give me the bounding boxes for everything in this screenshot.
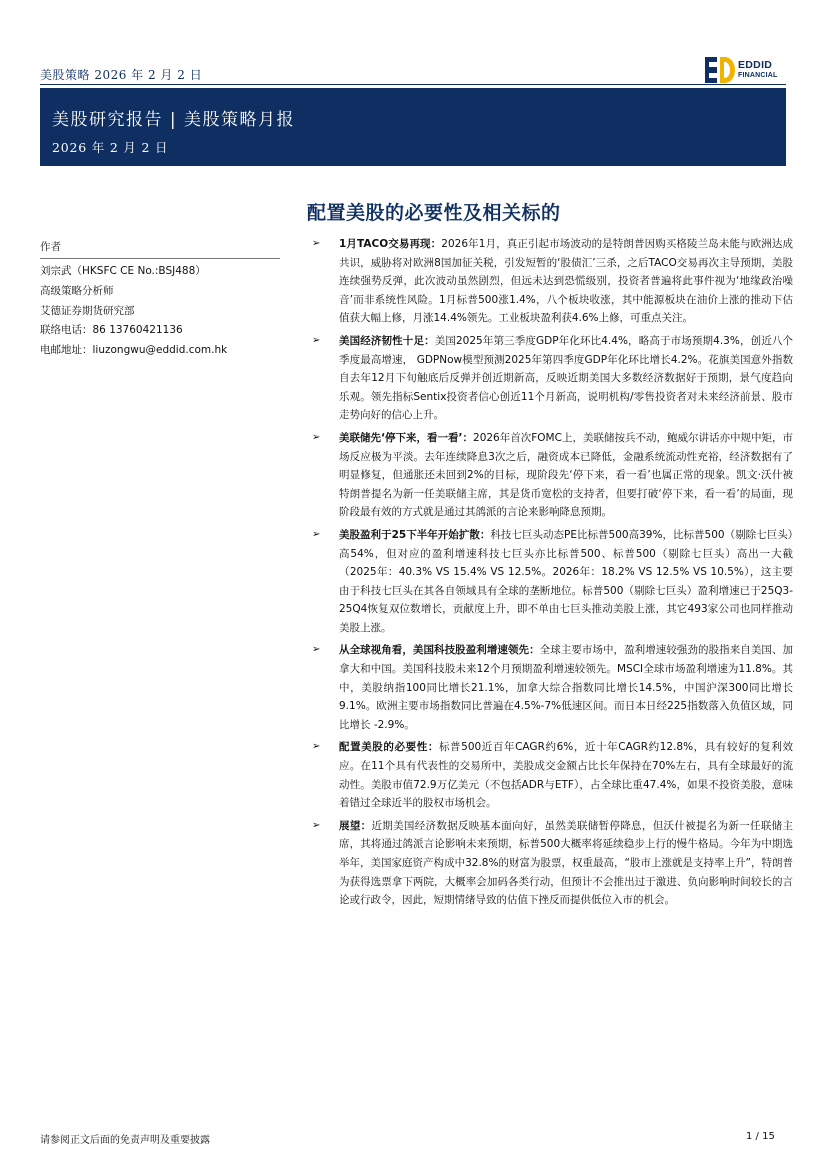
bullet-head: 展望：	[339, 819, 372, 832]
summary-bullets	[309, 235, 793, 914]
bullet-head: 1月TACO交易再现：	[339, 238, 442, 250]
bullet-text: 标普500近百年CAGR约6%，近十年CAGR约12.8%，具有较好的复利效应。在11个具有代表性的交易所中，美股成交金额占比长年保持在70%左右，具有全球最好的流动性。美股市值72.9万亿美元（不包括ADR与ETF），占全球比重47.4%，如果不投资美股，意味着错过全球近半的股权市场机会。	[339, 741, 794, 810]
bullet-item	[309, 332, 793, 425]
eddid-logo-mark-icon	[705, 57, 735, 83]
banner-date: 2026 年 2 月 2 日	[52, 140, 169, 155]
footer-disclaimer: 请参阅正文后面的免责声明及重要披露	[40, 1135, 210, 1146]
bullet-text: 近期美国经济数据反映基本面向好，虽然美联储暂停降息，但沃什被提名为新一任联储主席，其将通过鸽派言论影响未来预期，标普500大概率将延续稳步上行的慢牛格局。今年为中期选举年，美国家庭资产构成中32.8%的财富为股票，权重最高，“股市上涨就是支持率上升”，特朗普为获得选票拿下两院，大概率会加码各类行动，但预计不会推出过于激进、负向影响时间较长的言论或行政令，因此，短期情绪导致的估值下挫反而提供低位入市的机会。	[339, 819, 794, 907]
author-phone: 联络电话：86 13760421136	[40, 324, 183, 337]
arrow-bullet-icon: ➢	[312, 644, 321, 656]
bullet-head: 从全球视角看，美国科技股盈利增速领先：	[339, 644, 540, 657]
logo-line2: FINANCIAL	[738, 72, 778, 79]
report-banner	[40, 88, 786, 166]
banner-title: 美股研究报告 | 美股策略月报	[52, 110, 296, 130]
author-position: 高级策略分析师	[40, 284, 114, 297]
arrow-bullet-icon: ➢	[312, 741, 321, 753]
page-title: 配置美股的必要性及相关标的	[307, 202, 561, 224]
arrow-bullet-icon: ➢	[312, 528, 321, 540]
bullet-text: 2026年首次FOMC上，美联储按兵不动，鲍威尔讲话亦中规中矩，市场反应极为平淡。去年连续降息3次之后，融资成本已降低，金融系统流动性充裕，经济数据有了明显修复，但通胀还未回到2%的目标，现阶段先‘停下来，看一看’也属正常的现象。凯文·沃什被特朗普提名为新一任美联储主席，其是货币宽松的支持者，但要打破‘停下来，看一看’的局面，现阶段最有效的方式就是通过其鸽派的言论来影响降息预期。	[339, 431, 793, 519]
header-date: 美股策略 2026 年 2 月 2 日	[40, 68, 203, 82]
arrow-bullet-icon: ➢	[312, 238, 321, 249]
header-rule	[40, 84, 786, 85]
bullet-item	[309, 738, 793, 812]
bullet-head: 配置美股的必要性：	[339, 741, 439, 754]
bullet-text: 美国2025年第三季度GDP年化环比4.4%，略高于市场预期4.3%，创近八个季度最高增速， GDPNow模型预测2025年第四季度GDP年化环比增长4.2%。花旗美国意外指数自去年12月下旬触底后反弹并创近期新高，反映近期美国大多数经济数据好于预期，景气度趋向乐观。领先指标Sentix投资者信心创近11个月新高，说明机构/零售投资者对未来经济前景、股市走势向好的信心上升。	[339, 334, 793, 422]
bullet-text: 科技七巨头动态PE比标普500高39%，比标普500（剔除七巨头）高54%，但对应的盈利增速科技七巨头亦比标普500、标普500（剔除七巨头）高出一大截（2025年：40.3% VS 15.4% VS 12.5%。2026年：18.2% VS 12.5% VS 10.5%），这主要由于科技七巨头在其各自领域具有全球的垄断地位。标普500（剔除七巨头）盈利增速已于25Q3-25Q4恢复双位数增长，贡献度上升，即不单由七巨头推动美股上涨，其它493家公司也同样推动美股上涨。	[339, 528, 793, 634]
author-institute: 艾德证券期货研究部	[40, 304, 135, 317]
page-number: 1 / 15	[746, 1131, 775, 1142]
arrow-bullet-icon: ➢	[312, 431, 321, 443]
logo-wordmark	[738, 60, 778, 81]
bullet-head: 美联储先‘停下来，看一看’：	[339, 431, 474, 444]
author-label: 作者	[40, 238, 280, 259]
bullet-item	[309, 235, 793, 328]
bullet-text: 全球主要市场中，盈利增速较强劲的股指来自美国、加拿大和中国。美国科技股未来12个月预期盈利增速较领先。MSCI全球市场盈利增速为11.8%。其中，美股纳指100同比增长21.1%，加拿大综合指数同比增长14.5%，中国沪深300同比增长9.1%。欧洲主要市场指数同比普遍在4.5%-7%低速区间。而日本日经225指数落入负值区域，同比增长 -2.9%。	[339, 644, 794, 731]
arrow-bullet-icon: ➢	[312, 819, 321, 831]
logo-line1: EDDID	[738, 59, 773, 71]
bullet-item	[309, 526, 793, 638]
bullet-text: 2026年1月，真正引起市场波动的是特朗普因购买格陵兰岛未能与欧洲达成共识，威胁将对欧洲8国加征关税，引发短暂的‘股债汇’三杀，之后TACO交易再次主导预期，美股连续强势反弹，此次波动虽然剧烈，但远未达到恐慌级别，投资者普遍将此事件视为‘地缘政治噪音’而非系统性风险。1月标普500涨1.4%，八个板块收涨，其中能源板块在油价上涨的推动下估值获大幅上修，月涨14.4%领先。工业板块盈利获4.6%上修，可重点关注。	[339, 238, 793, 325]
bullet-item	[309, 817, 793, 910]
eddid-logo	[705, 57, 787, 83]
bullet-head: 美股盈利于25下半年开始扩散：	[339, 528, 491, 541]
author-block	[40, 238, 280, 361]
bullet-item	[309, 429, 793, 522]
author-email: 电邮地址：liuzongwu@eddid.com.hk	[40, 344, 228, 357]
arrow-bullet-icon: ➢	[312, 334, 321, 346]
bullet-item	[309, 641, 793, 734]
author-name: 刘宗武（HKSFC CE No.:BSJ488）	[40, 265, 206, 277]
bullet-head: 美国经济韧性十足：	[339, 334, 435, 347]
